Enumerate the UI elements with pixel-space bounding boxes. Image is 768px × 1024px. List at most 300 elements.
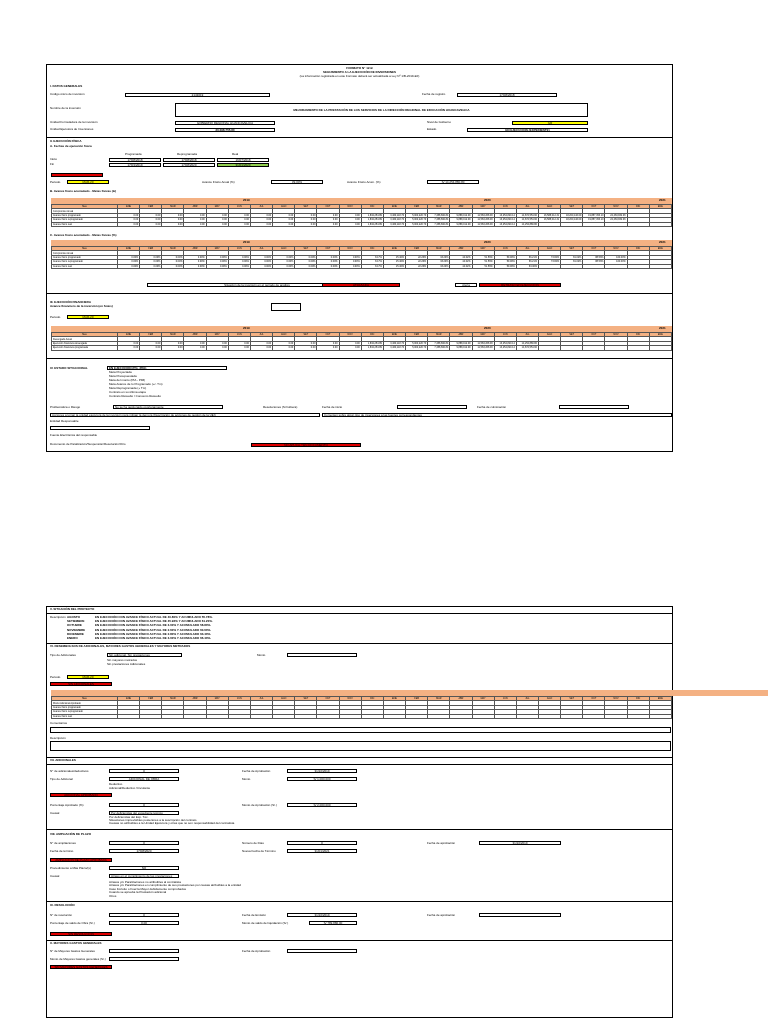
table-cell[interactable]	[317, 714, 339, 718]
table-cell[interactable]: 44.02%	[450, 260, 472, 264]
table-cell[interactable]: 59.00%	[494, 264, 516, 268]
row-label: Monto Adicional Aprobado	[52, 701, 118, 705]
table-cell[interactable]: 59.00%	[494, 260, 516, 264]
table-cell[interactable]: 14,254,880.80	[516, 341, 538, 345]
table-cell[interactable]: 11,583,268.93	[472, 341, 494, 345]
table-cell[interactable]	[361, 714, 383, 718]
table-cell[interactable]: 13,254,820.14	[494, 341, 516, 345]
fin-real[interactable]: 31/01/2020	[217, 163, 269, 167]
table-cell[interactable]: 5,000,220.70	[406, 213, 428, 217]
month-header-cell: OCT	[583, 247, 605, 251]
table-cell[interactable]	[583, 714, 605, 718]
table-cell[interactable]	[162, 714, 184, 718]
estado-field[interactable]: EN EJECUCIÓN (EXPEDIENTE)	[467, 128, 588, 132]
table-cell[interactable]	[627, 346, 649, 350]
nivel-label: Nivel de Gobierno	[427, 120, 452, 124]
table-cell[interactable]: 13,254,820.14	[494, 218, 516, 222]
table-cell[interactable]: 3,460,118.70	[383, 222, 405, 226]
monto-aprob-field[interactable]: S/ 2,000,000	[287, 803, 357, 807]
table-cell[interactable]: 1,834,254.89	[361, 213, 383, 217]
table-cell[interactable]: 0.00%	[184, 260, 206, 264]
table-cell[interactable]: 19,887,453.10	[583, 213, 605, 217]
table-cell[interactable]: 0.00	[140, 218, 162, 222]
table-cell[interactable]: 0.00	[228, 341, 250, 345]
month-header-cell: AGO	[273, 697, 295, 701]
adic-opt-1: Deductivo	[109, 782, 123, 786]
table-cell[interactable]: 0.00%	[140, 255, 162, 259]
table-cell[interactable]: 0.00	[206, 213, 228, 217]
table-cell[interactable]	[649, 346, 671, 350]
monto-saldo-label: Monto de saldo de liquidación (S/.)	[242, 921, 289, 925]
table-cell[interactable]: 0.00	[140, 222, 162, 226]
table-cell[interactable]: 0.00	[184, 218, 206, 222]
table-cell[interactable]	[250, 714, 272, 718]
table-cell[interactable]: 0.00	[250, 218, 272, 222]
table-cell[interactable]: 100.00%	[605, 260, 627, 264]
table-cell[interactable]: 0.00	[339, 213, 361, 217]
table-cell[interactable]: 0.00%	[228, 255, 250, 259]
table-cell[interactable]	[538, 222, 560, 226]
table-cell[interactable]	[605, 346, 627, 350]
table-cell[interactable]: 0.00%	[228, 264, 250, 268]
situacion-mes: ENERO	[67, 636, 78, 640]
table-cell[interactable]: 13,254,820.14	[494, 213, 516, 217]
table-cell[interactable]: 81.02%	[561, 260, 583, 264]
table-cell[interactable]	[383, 714, 405, 718]
table-cell[interactable]: 0.00%	[140, 260, 162, 264]
problematica-field[interactable]: No se ha gestionado oportunamente	[113, 405, 223, 409]
table-cell[interactable]	[450, 714, 472, 718]
alerta-badge: RETRASO EN EJECUCIÓN	[479, 283, 561, 287]
table-cell[interactable]: 22.26%	[406, 264, 428, 268]
table-cell[interactable]: 33.20%	[428, 255, 450, 259]
mgg-monto-label: Monto de Mayores Gastos generales (S/.)	[50, 957, 106, 961]
table-cell[interactable]: 0.00	[228, 346, 250, 350]
adic-monto-field[interactable]: S/ 1,000,000	[287, 777, 357, 781]
table-cell[interactable]: 0.00	[206, 346, 228, 350]
table-cell[interactable]: 0.00	[162, 341, 184, 345]
nivel-field[interactable]: GR	[512, 121, 588, 125]
table-cell[interactable]: 0.00	[273, 346, 295, 350]
inicio-real[interactable]: 16/07/2018	[217, 158, 269, 162]
table-cell[interactable]: 16,588,012.31	[538, 213, 560, 217]
monto-adicional-field[interactable]	[287, 653, 357, 657]
table-cell[interactable]	[561, 346, 583, 350]
month-header-cell: ABR	[450, 697, 472, 701]
table-cell[interactable]: 0.00	[339, 222, 361, 226]
table-cell[interactable]	[561, 222, 583, 226]
table-cell[interactable]: 7,458,660.84	[428, 341, 450, 345]
table-cell[interactable]: 5,000,220.70	[406, 346, 428, 350]
table-cell[interactable]	[605, 222, 627, 226]
table-cell[interactable]: 0.00	[140, 341, 162, 345]
table-cell[interactable]: 100.00%	[605, 255, 627, 259]
table-cell[interactable]: 0.00	[206, 222, 228, 226]
table-cell[interactable]: 3,460,118.70	[383, 218, 405, 222]
table-cell[interactable]: 0.00%	[206, 255, 228, 259]
month-header-cell: ENE	[118, 697, 140, 701]
table-cell[interactable]	[649, 222, 671, 226]
table-cell[interactable]: 0.00%	[317, 260, 339, 264]
table-cell[interactable]	[516, 714, 538, 718]
inicio-programada[interactable]: 17/08/2018	[109, 158, 161, 162]
month-header-cell: DIC	[627, 333, 649, 337]
nro-resolucion-field[interactable]: 0	[109, 913, 179, 917]
codigo-field[interactable]: 2143019	[125, 93, 270, 97]
table-cell[interactable]: 0.00	[317, 218, 339, 222]
nro-mgg-field[interactable]	[109, 949, 179, 953]
table-cell[interactable]: 11,583,268.93	[472, 218, 494, 222]
table-cell[interactable]: 14,872,554.90	[516, 213, 538, 217]
month-header-cell: MAY	[206, 247, 228, 251]
table-cell[interactable]: 0.00%	[118, 255, 140, 259]
table-cell[interactable]: 8.17%	[361, 260, 383, 264]
table-cell[interactable]: 5,000,220.70	[406, 222, 428, 226]
table-cell[interactable]	[538, 714, 560, 718]
table-cell[interactable]: 0.00	[250, 222, 272, 226]
table-cell[interactable]: 51.56%	[472, 255, 494, 259]
table-cell[interactable]: 0.00%	[273, 264, 295, 268]
table-cell[interactable]: 0.00	[184, 346, 206, 350]
table-cell[interactable]: 88.53%	[583, 260, 605, 264]
table-cell[interactable]: 13,254,820.14	[494, 222, 516, 226]
table-cell[interactable]	[605, 264, 627, 268]
table-cell[interactable]	[472, 714, 494, 718]
table-cell[interactable]: 0.00%	[295, 255, 317, 259]
table-cell[interactable]: 0.00	[339, 346, 361, 350]
table-cell[interactable]: 0.00%	[317, 255, 339, 259]
table-cell[interactable]: 1,834,254.89	[361, 346, 383, 350]
table-cell[interactable]	[273, 714, 295, 718]
month-header-cell: AGO	[273, 205, 295, 209]
option-item: Contrato Resuelto / Convenio Resuelto	[109, 394, 162, 398]
row-label: Avance físico real	[52, 264, 118, 268]
situacion-mes: SETIEMBRE	[67, 619, 85, 624]
table-cell[interactable]	[140, 714, 162, 718]
table-cell[interactable]: 0.00%	[250, 264, 272, 268]
table-cell[interactable]: 0.00	[162, 218, 184, 222]
fecha-inicio-field[interactable]	[397, 405, 467, 409]
month-header-cell: ENE	[383, 697, 405, 701]
row-label: Avance físico programado	[52, 255, 118, 259]
table-cell[interactable]	[583, 222, 605, 226]
table-cell[interactable]: 18,200,146.09	[561, 213, 583, 217]
table-cell[interactable]: 22,463,832.06	[605, 218, 627, 222]
table-cell[interactable]: 0.00	[184, 213, 206, 217]
month-header-cell: FEB	[406, 697, 428, 701]
table-cell[interactable]: 5,000,220.70	[406, 341, 428, 345]
table-cell[interactable]: 0.00	[162, 213, 184, 217]
table-cell[interactable]: 5,000,220.70	[406, 218, 428, 222]
table-cell[interactable]: 14,872,554.90	[516, 218, 538, 222]
table-cell[interactable]: 0.00%	[184, 264, 206, 268]
periodo-field[interactable]: MAR-20	[67, 180, 109, 184]
table-cell[interactable]: 0.00	[184, 222, 206, 226]
table-cell[interactable]: 0.00	[317, 346, 339, 350]
month-header-cell: MAY	[206, 697, 228, 701]
adic-fecha-field[interactable]: 31/10/2019	[287, 769, 357, 773]
nueva-fecha-field[interactable]: 31/01/2021	[287, 849, 357, 853]
uf-field[interactable]: GOBIERNO REGIONAL HUANCAVELICA	[175, 121, 275, 125]
table-cell[interactable]: 7,458,660.84	[428, 218, 450, 222]
table-cell[interactable]: 0.00	[206, 341, 228, 345]
table-cell[interactable]: 0.00%	[118, 260, 140, 264]
estado-situacional-field[interactable]: EN EJECUCIÓN (PG. 36%)	[107, 366, 227, 370]
table-cell[interactable]: 0.00	[295, 222, 317, 226]
table-cell[interactable]: 0.00	[228, 213, 250, 217]
table-cell[interactable]: 0.00%	[295, 260, 317, 264]
table-cell[interactable]: 8.17%	[361, 264, 383, 268]
table-cell[interactable]	[583, 264, 605, 268]
table-cell[interactable]: 0.00	[295, 341, 317, 345]
table-cell[interactable]: 7,458,660.84	[428, 346, 450, 350]
nombre-label: Nombre de la inversión	[50, 106, 81, 110]
table-cell[interactable]: 88.53%	[583, 255, 605, 259]
table-cell[interactable]: 13,254,820.14	[494, 346, 516, 350]
table-cell[interactable]: 0.00%	[273, 260, 295, 264]
table-cell[interactable]	[494, 714, 516, 718]
mgg-fecha-field[interactable]	[287, 949, 357, 953]
table-cell[interactable]: 0.00%	[206, 264, 228, 268]
table-cell[interactable]: 0.00	[295, 218, 317, 222]
table-cell[interactable]: 0.00%	[339, 264, 361, 268]
table-cell[interactable]: 0.00	[250, 346, 272, 350]
fecha-registro-field[interactable]: 17/08/2018	[457, 93, 557, 97]
table-cell[interactable]: 9,888,012.09	[450, 341, 472, 345]
table-cell[interactable]	[295, 714, 317, 718]
table-cell[interactable]: 0.00	[162, 346, 184, 350]
table-cell[interactable]: 16,588,012.31	[538, 218, 560, 222]
table-cell[interactable]: 0.00	[184, 341, 206, 345]
month-header-cell: ENE	[649, 697, 671, 701]
table-cell[interactable]: 22,463,832.06	[605, 213, 627, 217]
fin-periodo-field[interactable]: MAR-20	[67, 315, 109, 319]
acciones-box[interactable]: Acciones a tomar la unidad ejecutora de la inversión para mitigar la demora (Descripción de acciones de gestión de la UEI)	[50, 413, 320, 417]
adic-periodo-field[interactable]: MAR-20	[67, 675, 109, 679]
row-label: Avance físico reprogramado	[52, 260, 118, 264]
table-cell[interactable]: 66.21%	[516, 255, 538, 259]
table-cell[interactable]: 0.00%	[250, 260, 272, 264]
table-cell[interactable]: 0.00	[273, 213, 295, 217]
table-cell[interactable]: 73.84%	[538, 260, 560, 264]
fecha-culminacion-field[interactable]	[559, 405, 629, 409]
table-cell[interactable]: 14,254,880.80	[516, 222, 538, 226]
documento-badge: NO APLICA / SIN DOCUMENTO	[251, 443, 361, 447]
table-cell[interactable]: 15.40%	[383, 255, 405, 259]
table-cell[interactable]: 0.00	[118, 346, 140, 350]
table-cell[interactable]: 0.00	[339, 341, 361, 345]
month-header-cell: OCT	[583, 205, 605, 209]
table-cell[interactable]	[538, 346, 560, 350]
table-cell[interactable]: 22.26%	[406, 260, 428, 264]
table-cell[interactable]: 0.00	[317, 222, 339, 226]
table-cell[interactable]	[627, 714, 649, 718]
uei-field[interactable]: 30,098,755.80	[175, 128, 275, 132]
month-header-cell: ENE	[383, 205, 405, 209]
causal-field[interactable]: Por deficiencias del expediente técnico	[109, 811, 179, 815]
table-cell[interactable]: 0.00%	[339, 260, 361, 264]
table-cell[interactable]	[228, 714, 250, 718]
table-cell[interactable]: 0.00	[140, 213, 162, 217]
table-cell[interactable]: 63.46%	[516, 264, 538, 268]
table-cell[interactable]: 11,583,268.93	[472, 346, 494, 350]
table-cell[interactable]: 9,888,012.09	[450, 213, 472, 217]
month-header-cell: NOV	[339, 333, 361, 337]
table-cell[interactable]: 0.00%	[295, 264, 317, 268]
tabla-b-year1: 2019	[243, 198, 250, 202]
fin-reprogramada[interactable]: 17/08/2020	[163, 163, 215, 167]
res-fecha-aprob-label: Fecha de aprobación	[427, 913, 456, 917]
table-cell[interactable]	[184, 714, 206, 718]
table-cell[interactable]: 0.00%	[118, 264, 140, 268]
table-cell[interactable]: 44.02%	[450, 264, 472, 268]
table-cell[interactable]: 9,888,012.09	[450, 346, 472, 350]
table-cell[interactable]: 44.02%	[450, 255, 472, 259]
table-cell[interactable]	[583, 346, 605, 350]
table-cell[interactable]	[649, 714, 671, 718]
adic-descripcion-field[interactable]	[50, 741, 671, 751]
table-cell[interactable]	[428, 714, 450, 718]
table-cell[interactable]: 0.00%	[273, 255, 295, 259]
fin-programada[interactable]: 17/03/2019	[109, 163, 161, 167]
comentarios-field[interactable]	[50, 727, 671, 733]
table-cell[interactable]: 0.00%	[140, 264, 162, 268]
table-cell[interactable]: 9,888,012.09	[450, 222, 472, 226]
table-cell[interactable]: 51.56%	[472, 260, 494, 264]
table-cell[interactable]: 0.00	[140, 346, 162, 350]
table-cell[interactable]: 0.00	[162, 222, 184, 226]
table-cell[interactable]	[605, 714, 627, 718]
table-cell[interactable]	[206, 714, 228, 718]
month-header-cell: ENE	[118, 333, 140, 337]
table-cell[interactable]: 0.00	[228, 222, 250, 226]
nro-ampliaciones-field[interactable]: 0	[109, 841, 179, 845]
table-cell[interactable]: 59.00%	[494, 255, 516, 259]
entidad-field[interactable]	[50, 426, 150, 430]
table-cell[interactable]: 0.00%	[206, 260, 228, 264]
tipo-adicional-field[interactable]: Sin adicional, Sin prestaciones	[107, 653, 182, 657]
amp-fecha-aprob-field[interactable]: 31/10/2019	[479, 841, 561, 845]
table-cell[interactable]: 0.00%	[184, 255, 206, 259]
table-cell[interactable]: 8.17%	[361, 255, 383, 259]
porc-aprobado-field[interactable]: 0	[109, 803, 179, 807]
table-cell[interactable]: 0.00	[118, 218, 140, 222]
divider	[47, 901, 672, 902]
table-cell[interactable]: 0.00	[250, 341, 272, 345]
nombre-field[interactable]: MEJORAMIENTO DE LA PRESTACIÓN DE LOS SERVICIOS DE LA DIRECCIÓN REGIONAL DE EDUCACIÓN HUANCAVELICA	[175, 103, 588, 117]
table-cell[interactable]: 0.00	[118, 213, 140, 217]
table-cell[interactable]: 0.00%	[317, 264, 339, 268]
table-cell[interactable]: 3,460,118.70	[383, 213, 405, 217]
month-header-cell: OCT	[317, 247, 339, 251]
table-cell[interactable]	[561, 714, 583, 718]
proc-field[interactable]: NO	[109, 866, 179, 870]
table-cell[interactable]: 0.00%	[162, 260, 184, 264]
table-cell[interactable]: 0.00	[295, 213, 317, 217]
table-cell[interactable]	[118, 714, 140, 718]
situacion-texto: EN EJECUCIÓN CON AVANCE FÍSICO ACTUAL DE 3.00% Y ACUMULADO 58.80%.	[95, 623, 212, 628]
table-cell[interactable]: 15.40%	[383, 264, 405, 268]
table-cell[interactable]: 1,834,254.89	[361, 222, 383, 226]
table-cell[interactable]: 73.84%	[538, 255, 560, 259]
table-cell[interactable]: 14,872,554.90	[516, 346, 538, 350]
acciones2-box[interactable]: Comenten sobre algun tipo de inversiones a las fuentes correspondientes	[322, 413, 672, 417]
table-cell[interactable]: 9,888,012.09	[450, 218, 472, 222]
monto-saldo-field[interactable]: S/ 789,880.00	[309, 921, 357, 925]
amp-causal-field[interactable]: Atraso en el cumplimiento de las prestaciones	[109, 874, 179, 878]
dias-field[interactable]: 0	[287, 841, 357, 845]
avance-acum-field[interactable]: S/ 14,254,880.80	[427, 180, 479, 184]
table-cell[interactable]: 0.00	[273, 341, 295, 345]
table-cell[interactable]: 7,458,660.84	[428, 213, 450, 217]
table-cell[interactable]: 22.26%	[406, 255, 428, 259]
table-cell[interactable]: 0.00	[273, 218, 295, 222]
avance-acum-label: Avance Físico Acum. (%)	[347, 180, 381, 184]
res-fecha-aprob-field[interactable]	[479, 913, 561, 917]
table-cell[interactable]: 0.00	[228, 218, 250, 222]
table-cell[interactable]: 0.00	[206, 218, 228, 222]
table-cell[interactable]	[406, 714, 428, 718]
porc-saldo-field[interactable]: 0.00	[109, 921, 179, 925]
table-cell[interactable]: 0.00	[250, 213, 272, 217]
table-cell[interactable]	[627, 264, 649, 268]
tipo-adic-field[interactable]: ADICIONAL DE OBRA	[109, 777, 179, 781]
table-cell[interactable]: 18,200,146.09	[561, 218, 583, 222]
table-cell[interactable]	[627, 222, 649, 226]
table-cell[interactable]: 15.40%	[383, 260, 405, 264]
table-cell[interactable]	[561, 264, 583, 268]
table-cell[interactable]: 7,458,660.84	[428, 222, 450, 226]
table-cell[interactable]: 1,834,254.89	[361, 218, 383, 222]
fecha-termino-field[interactable]: 17/08/2020	[109, 849, 179, 853]
table-cell[interactable]: 0.00	[118, 222, 140, 226]
inicio-reprogramada[interactable]: 17/08/2018	[163, 158, 215, 162]
table-cell[interactable]: 0.00%	[162, 255, 184, 259]
table-cell[interactable]	[538, 264, 560, 268]
form-page-1	[46, 64, 673, 452]
mgg-monto-field[interactable]	[109, 957, 179, 961]
table-cell[interactable]: 3,460,118.70	[383, 346, 405, 350]
table-cell[interactable]: 1,834,254.89	[361, 341, 383, 345]
month-header-cell: MAR	[162, 697, 184, 701]
table-cell[interactable]: 0.00	[118, 341, 140, 345]
table-cell[interactable]: 0.00	[317, 341, 339, 345]
table-cell[interactable]: 51.56%	[472, 264, 494, 268]
table-cell[interactable]: 0.00	[273, 222, 295, 226]
table-cell[interactable]: 0.00	[295, 346, 317, 350]
table-cell[interactable]: 33.20%	[428, 264, 450, 268]
table-cell[interactable]: 3,460,118.70	[383, 341, 405, 345]
avance-anual-field[interactable]: 39.00%	[271, 180, 323, 184]
table-cell[interactable]: 0.00%	[228, 260, 250, 264]
nro-adicionales-field[interactable]: 0	[109, 769, 179, 773]
table-cell[interactable]: 19,887,453.10	[583, 218, 605, 222]
table-cell[interactable]: 66.21%	[516, 260, 538, 264]
month-header-cell: JUL	[516, 333, 538, 337]
table-cell[interactable]	[339, 714, 361, 718]
table-cell[interactable]: 0.00	[339, 218, 361, 222]
table-cell[interactable]: 11,583,268.93	[472, 213, 494, 217]
table-cell[interactable]: 0.00%	[162, 264, 184, 268]
table-cell[interactable]: 0.00%	[339, 255, 361, 259]
table-cell[interactable]: 81.02%	[561, 255, 583, 259]
table-cell[interactable]: 33.20%	[428, 260, 450, 264]
table-cell[interactable]	[649, 264, 671, 268]
fecha-emision-field[interactable]: 31/10/2019	[287, 913, 357, 917]
table-cell[interactable]: 0.00	[317, 213, 339, 217]
table-cell[interactable]: 11,583,268.93	[472, 222, 494, 226]
table-cell[interactable]: 0.00%	[250, 255, 272, 259]
